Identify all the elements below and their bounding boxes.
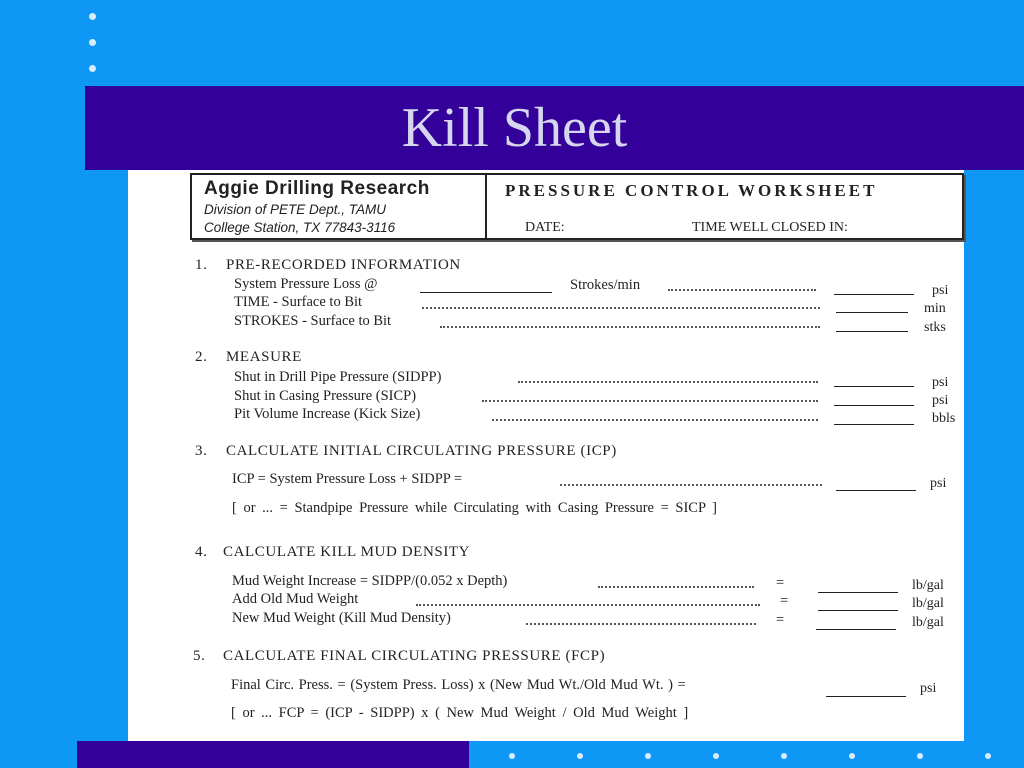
section-5-number: 5. (193, 648, 206, 664)
org-division: Division of PETE Dept., TAMU (204, 202, 387, 217)
title-bar (85, 86, 1024, 170)
s1-value-blank (834, 294, 914, 295)
leader (482, 400, 818, 402)
s1-line1-unit: psi (932, 283, 949, 298)
s4-eq-3: = (776, 612, 785, 628)
slide-title: Kill Sheet (401, 97, 628, 159)
s1-line2-unit: min (924, 301, 946, 316)
worksheet-header (190, 173, 964, 240)
s1-line1: System Pressure Loss @ (234, 276, 378, 292)
s4-eq-1: = (776, 575, 785, 591)
s2-line2: Shut in Casing Pressure (SICP) (234, 388, 417, 404)
s4-new-mw-blank (816, 629, 896, 630)
s2-line2-unit: psi (932, 393, 949, 408)
s4-unit-3: lb/gal (912, 615, 944, 630)
dot (577, 753, 583, 759)
section-2-title: MEASURE (226, 349, 302, 365)
s4-mw-increase-blank (818, 592, 898, 593)
s2-sicp-blank (834, 405, 914, 406)
section-1-number: 1. (195, 257, 208, 273)
bottom-bar (77, 741, 469, 768)
section-4-title: CALCULATE KILL MUD DENSITY (223, 544, 471, 560)
s4-line2: Add Old Mud Weight (232, 591, 359, 607)
dot (713, 753, 719, 759)
dot (89, 39, 96, 46)
s3-line2: [ or ... = Standpipe Pressure while Circulating with Casing Pressure = SICP ] (232, 500, 717, 516)
leader (440, 326, 820, 328)
s4-old-mw-blank (818, 610, 898, 611)
s2-sidpp-blank (834, 386, 914, 387)
worksheet-heading: PRESSURE CONTROL WORKSHEET (505, 181, 878, 200)
s4-unit-2: lb/gal (912, 596, 944, 611)
s4-unit-1: lb/gal (912, 578, 944, 593)
s1-line3: STROKES - Surface to Bit (234, 313, 392, 329)
s5-line1-unit: psi (920, 681, 937, 696)
s1-time-blank (836, 312, 908, 313)
leader (668, 289, 816, 291)
s3-line1: ICP = System Pressure Loss + SIDPP = (232, 471, 463, 487)
leader (492, 419, 818, 421)
leader (518, 381, 818, 383)
s1-strokes-blank (420, 292, 552, 293)
s1-line3-unit: stks (924, 320, 946, 335)
section-5-title: CALCULATE FINAL CIRCULATING PRESSURE (FCP) (223, 648, 606, 664)
s3-line1-unit: psi (930, 476, 947, 491)
org-name: Aggie Drilling Research (204, 178, 430, 199)
section-1-title: PRE-RECORDED INFORMATION (226, 257, 461, 273)
dot (917, 753, 923, 759)
s5-line2: [ or ... FCP = (ICP - SIDPP) x ( New Mud Weight / Old Mud Weight ] (231, 705, 689, 721)
s2-pit-blank (834, 424, 914, 425)
leader (416, 604, 760, 606)
s3-icp-blank (836, 490, 916, 491)
dot (89, 13, 96, 20)
leader (560, 484, 822, 486)
s4-line3: New Mud Weight (Kill Mud Density) (232, 610, 451, 626)
slide-title-wrap (85, 86, 1024, 170)
header-divider (485, 175, 487, 238)
dot (985, 753, 991, 759)
date-label: DATE: (525, 220, 565, 235)
dot (89, 65, 96, 72)
s2-line3-unit: bbls (932, 411, 956, 426)
s5-line1: Final Circ. Press. = (System Press. Loss) x (New Mud Wt./Old Mud Wt. ) = (231, 677, 686, 693)
s1-line2: TIME - Surface to Bit (234, 294, 363, 310)
section-4-number: 4. (195, 544, 208, 560)
s1-strokes-value-blank (836, 331, 908, 332)
kill-sheet-document (128, 170, 964, 741)
s2-line1-unit: psi (932, 375, 949, 390)
s5-fcp-blank (826, 696, 906, 697)
dot (509, 753, 515, 759)
time-closed-label: TIME WELL CLOSED IN: (692, 220, 848, 235)
dot (849, 753, 855, 759)
section-3-number: 3. (195, 443, 208, 459)
dot (781, 753, 787, 759)
s2-line1: Shut in Drill Pipe Pressure (SIDPP) (234, 369, 442, 385)
org-address: College Station, TX 77843-3116 (204, 220, 396, 235)
leader (526, 623, 756, 625)
s4-eq-2: = (780, 593, 789, 609)
s2-line3: Pit Volume Increase (Kick Size) (234, 406, 421, 422)
s1-line1-mid: Strokes/min (570, 277, 641, 293)
section-3-title: CALCULATE INITIAL CIRCULATING PRESSURE (ICP) (226, 443, 617, 459)
leader (598, 586, 754, 588)
section-2-number: 2. (195, 349, 208, 365)
leader (422, 307, 820, 309)
dot (645, 753, 651, 759)
s4-line1: Mud Weight Increase = SIDPP/(0.052 x Depth) (232, 573, 508, 589)
